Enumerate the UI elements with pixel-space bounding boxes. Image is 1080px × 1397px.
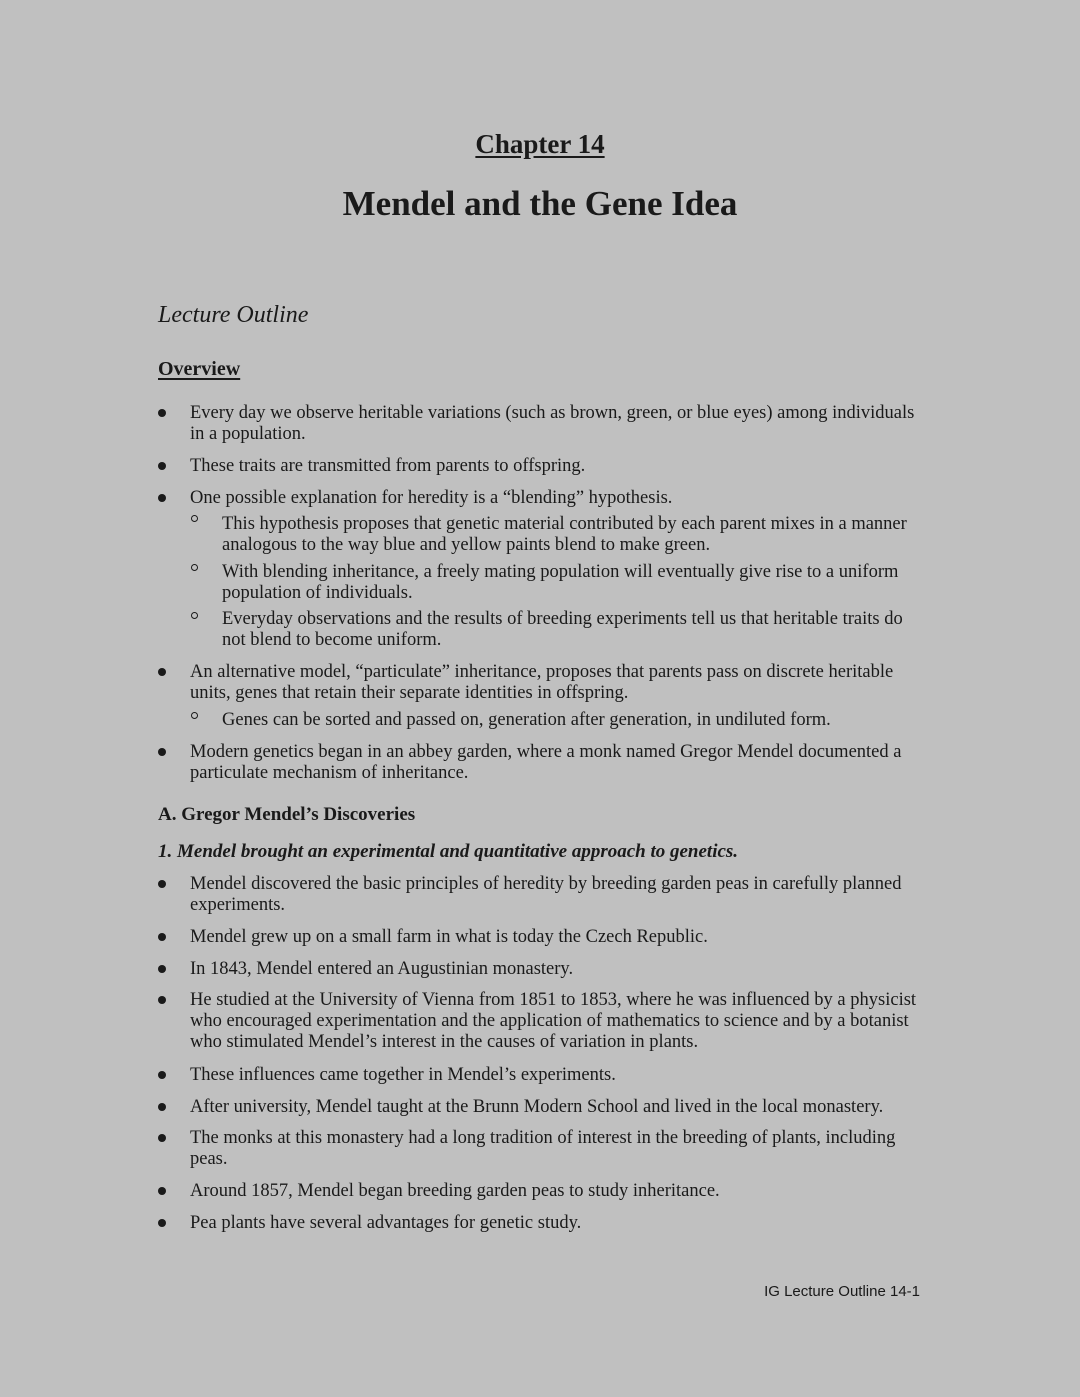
bullet-icon [158, 965, 166, 973]
list-subitem: With blending inheritance, a freely mating population will eventually give rise to a uniform population of individuals. [222, 562, 899, 603]
list-item: He studied at the University of Vienna from 1851 to 1853, where he was influenced by a physicist who encouraged experimentation and the application of mathematics to science and by a botanist who stimulated Mendel’s interest in the causes of variation in plants. [190, 990, 917, 1052]
list-item: Modern genetics began in an abbey garden, where a monk named Gregor Mendel documented a particulate mechanism of inheritance. [190, 742, 902, 783]
chapter-number: Chapter 14 [475, 129, 605, 159]
list-item: In 1843, Mendel entered an Augustinian monastery. [190, 959, 574, 979]
list-item: The monks at this monastery had a long tradition of interest in the breeding of plants, including peas. [190, 1128, 896, 1169]
list-subitem: This hypothesis proposes that genetic material contributed by each parent mixes in a manner analogous to the way blue and yellow paints blend to make green. [222, 514, 907, 555]
list-subitem: Everyday observations and the results of breeding experiments tell us that heritable traits do not blend to become uniform. [222, 609, 903, 650]
bullet-icon [158, 1103, 166, 1111]
list-item: One possible explanation for heredity is a “blending” hypothesis. [190, 488, 673, 508]
sub-bullet-icon [191, 564, 198, 571]
bullet-icon [158, 880, 166, 888]
list-item: Mendel grew up on a small farm in what is today the Czech Republic. [190, 927, 708, 947]
subsection-heading: 1. Mendel brought an experimental and quantitative approach to genetics. [158, 841, 739, 862]
list-item: Around 1857, Mendel began breeding garden peas to study inheritance. [190, 1181, 720, 1201]
bullet-icon [158, 1219, 166, 1227]
list-item: Mendel discovered the basic principles of heredity by breeding garden peas in carefully planned experiments. [190, 874, 902, 915]
bullet-icon [158, 933, 166, 941]
list-item: An alternative model, “particulate” inheritance, proposes that parents pass on discrete heritable units, genes that retain their separate identities in offspring. [190, 662, 894, 703]
overview-heading: Overview [158, 358, 241, 380]
list-subitem: Genes can be sorted and passed on, generation after generation, in undiluted form. [222, 710, 831, 730]
list-item: After university, Mendel taught at the Brunn Modern School and lived in the local monastery. [190, 1097, 884, 1117]
list-item: These traits are transmitted from parents to offspring. [190, 456, 586, 476]
bullet-icon [158, 668, 166, 676]
sub-bullet-icon [191, 712, 198, 719]
sub-bullet-icon [191, 515, 198, 522]
list-item: These influences came together in Mendel’s experiments. [190, 1065, 616, 1085]
list-item: Pea plants have several advantages for genetic study. [190, 1213, 582, 1233]
sub-bullet-icon [191, 612, 198, 619]
bullet-icon [158, 494, 166, 502]
bullet-icon [158, 748, 166, 756]
bullet-icon [158, 462, 166, 470]
bullet-icon [158, 1071, 166, 1079]
section-heading: A. Gregor Mendel’s Discoveries [158, 804, 416, 825]
lecture-outline-heading: Lecture Outline [158, 302, 309, 328]
bullet-icon [158, 409, 166, 417]
bullet-icon [158, 996, 166, 1004]
page-footer: IG Lecture Outline 14-1 [764, 1283, 920, 1300]
chapter-title: Mendel and the Gene Idea [342, 184, 738, 223]
list-item: Every day we observe heritable variations (such as brown, green, or blue eyes) among individuals in a population. [190, 403, 915, 444]
bullet-icon [158, 1187, 166, 1195]
bullet-icon [158, 1134, 166, 1142]
